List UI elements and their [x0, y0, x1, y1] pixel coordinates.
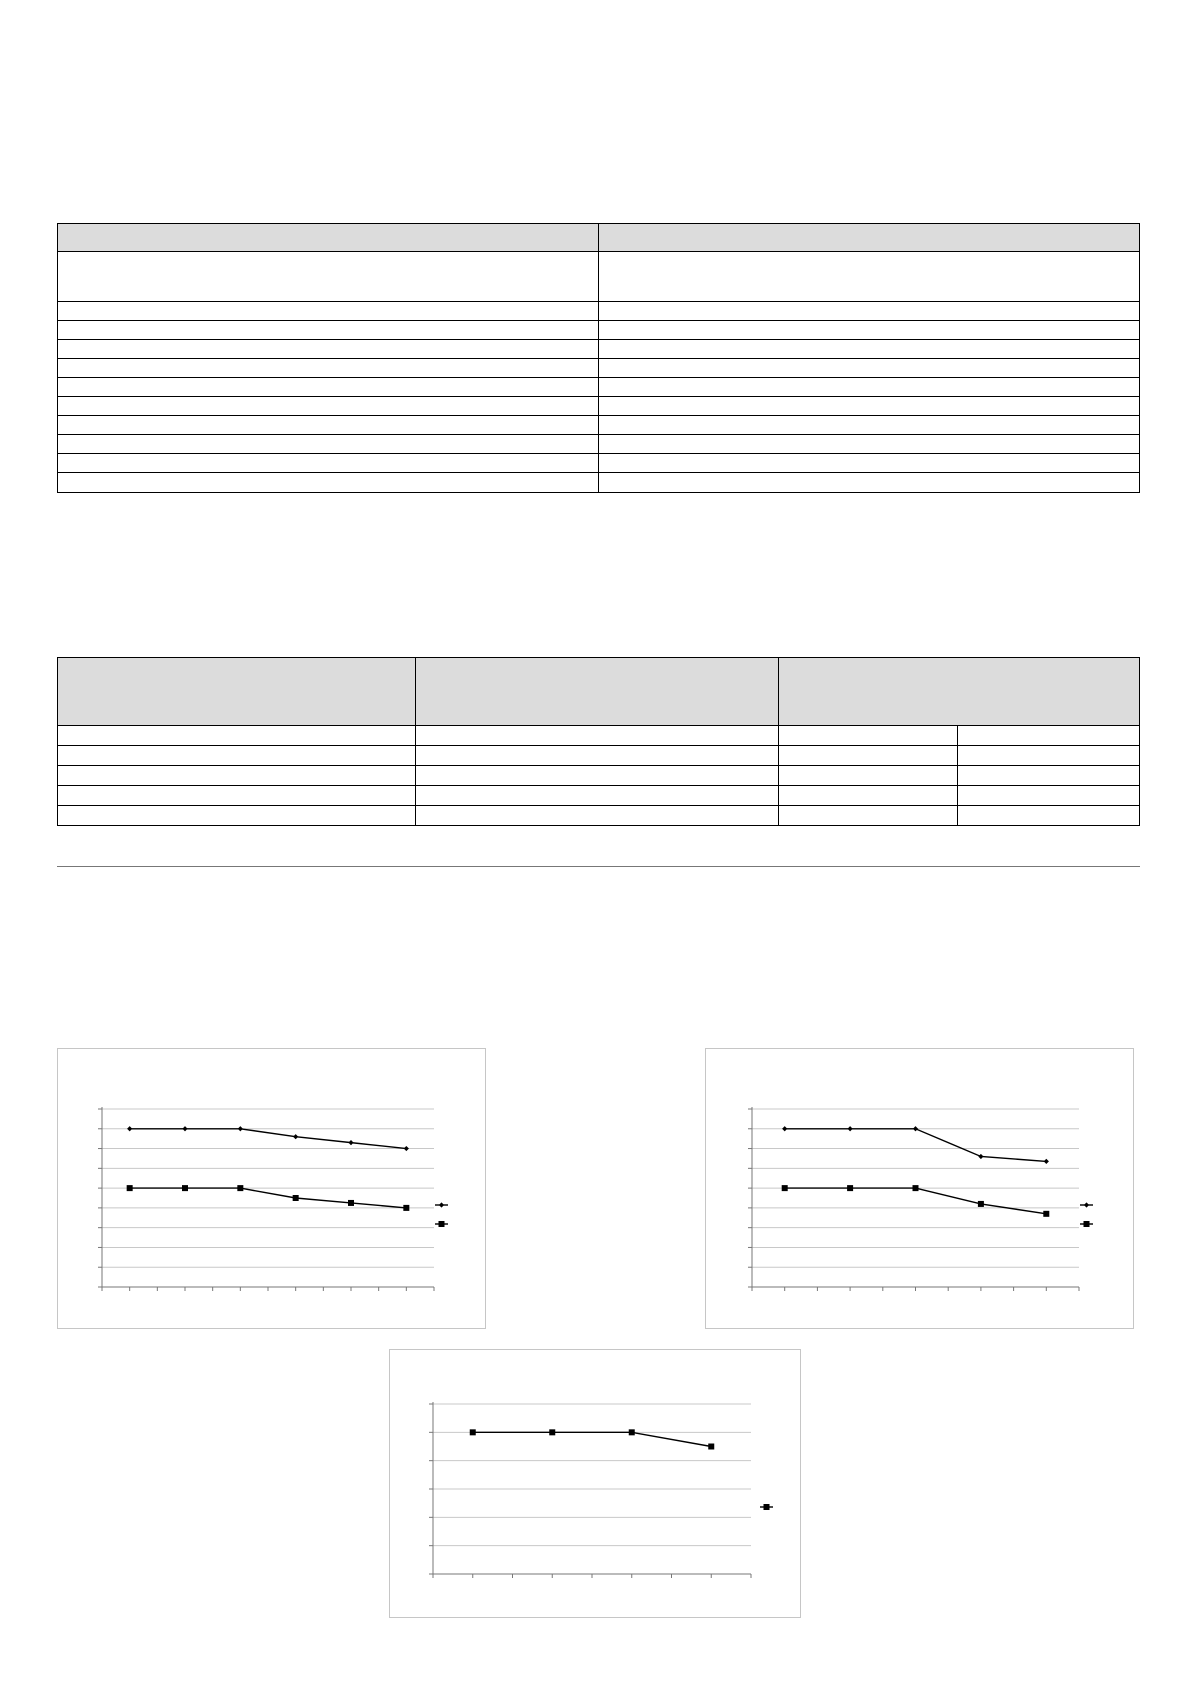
data-point: [978, 1201, 984, 1207]
table-cell: [599, 435, 1140, 454]
table-cell: [599, 454, 1140, 473]
data-point: [238, 1126, 243, 1131]
table-cell: [58, 397, 599, 416]
table-2-header-cell: [416, 658, 778, 726]
legend-key-marker: [439, 1221, 445, 1227]
table-row: [58, 726, 1140, 746]
data-point: [127, 1126, 132, 1131]
table-cell: [599, 252, 1140, 302]
table-cell: [58, 726, 416, 746]
table-cell: [58, 378, 599, 397]
table-row: [58, 766, 1140, 786]
table-cell: [58, 786, 416, 806]
data-point: [403, 1205, 409, 1211]
data-point: [1043, 1211, 1049, 1217]
table-row: [58, 252, 1140, 302]
table-row: [58, 473, 1140, 493]
table-cell: [599, 321, 1140, 340]
table-cell: [958, 746, 1140, 766]
table-cell: [58, 359, 599, 378]
table-cell: [599, 340, 1140, 359]
data-point: [629, 1429, 635, 1435]
table-row: [58, 359, 1140, 378]
table-row: [58, 806, 1140, 826]
table-cell: [58, 766, 416, 786]
legend-key-marker: [1084, 1221, 1090, 1227]
table-2: [57, 657, 1140, 826]
table-row: [58, 454, 1140, 473]
series-line: [130, 1188, 407, 1208]
table-cell: [778, 726, 958, 746]
table-cell: [58, 435, 599, 454]
table-cell: [58, 746, 416, 766]
table-cell: [958, 726, 1140, 746]
data-point: [913, 1126, 918, 1131]
table-cell: [778, 746, 958, 766]
data-point: [1044, 1159, 1049, 1164]
series-line: [785, 1188, 1047, 1214]
chart-1: [57, 1048, 486, 1329]
table-row: [58, 378, 1140, 397]
data-point: [782, 1126, 787, 1131]
data-point: [182, 1185, 188, 1191]
series-line: [130, 1129, 407, 1149]
table-1: [57, 223, 1140, 493]
table-cell: [416, 786, 778, 806]
chart-2: [705, 1048, 1134, 1329]
data-point: [913, 1185, 919, 1191]
legend-key-marker: [439, 1202, 444, 1207]
table-cell: [958, 806, 1140, 826]
table-1-header-row: [58, 224, 1140, 252]
table-row: [58, 786, 1140, 806]
table-cell: [416, 746, 778, 766]
table-cell: [599, 378, 1140, 397]
data-point: [182, 1126, 187, 1131]
table-2-header-row: [58, 658, 1140, 726]
table-row: [58, 435, 1140, 454]
data-point: [848, 1126, 853, 1131]
table-cell: [599, 397, 1140, 416]
data-point: [782, 1185, 788, 1191]
table-cell: [416, 806, 778, 826]
table-cell: [599, 359, 1140, 378]
table-1-header-cell: [599, 224, 1140, 252]
table-row: [58, 397, 1140, 416]
table-1-header-cell: [58, 224, 599, 252]
chart-3-svg: [390, 1350, 800, 1617]
table-cell: [416, 766, 778, 786]
chart-3: [389, 1349, 801, 1618]
data-point: [293, 1195, 299, 1201]
table-cell: [778, 766, 958, 786]
series-line: [473, 1432, 712, 1446]
table-cell: [58, 321, 599, 340]
section-divider: [57, 866, 1140, 867]
table-row: [58, 302, 1140, 321]
data-point: [293, 1134, 298, 1139]
data-point: [847, 1185, 853, 1191]
table-row: [58, 416, 1140, 435]
data-point: [404, 1146, 409, 1151]
legend-key-marker: [1084, 1202, 1089, 1207]
chart-2-svg: [706, 1049, 1133, 1328]
data-point: [127, 1185, 133, 1191]
table-cell: [599, 302, 1140, 321]
series-line: [785, 1129, 1047, 1162]
table-2-header-cell: [58, 658, 416, 726]
table-cell: [958, 766, 1140, 786]
table-2-header-cell: [778, 658, 1139, 726]
data-point: [708, 1444, 714, 1450]
table-cell: [58, 340, 599, 359]
table-cell: [58, 252, 599, 302]
table-cell: [58, 302, 599, 321]
table-cell: [778, 786, 958, 806]
table-cell: [778, 806, 958, 826]
table-cell: [958, 786, 1140, 806]
data-point: [237, 1185, 243, 1191]
data-point: [348, 1140, 353, 1145]
table-cell: [416, 726, 778, 746]
table-cell: [599, 473, 1140, 493]
table-row: [58, 340, 1140, 359]
table-row: [58, 746, 1140, 766]
data-point: [348, 1200, 354, 1206]
table-cell: [58, 473, 599, 493]
table-cell: [58, 806, 416, 826]
table-cell: [599, 416, 1140, 435]
table-cell: [58, 454, 599, 473]
data-point: [470, 1429, 476, 1435]
legend-key-marker: [764, 1504, 770, 1510]
data-point: [549, 1429, 555, 1435]
chart-1-svg: [58, 1049, 485, 1328]
table-cell: [58, 416, 599, 435]
table-row: [58, 321, 1140, 340]
data-point: [978, 1154, 983, 1159]
